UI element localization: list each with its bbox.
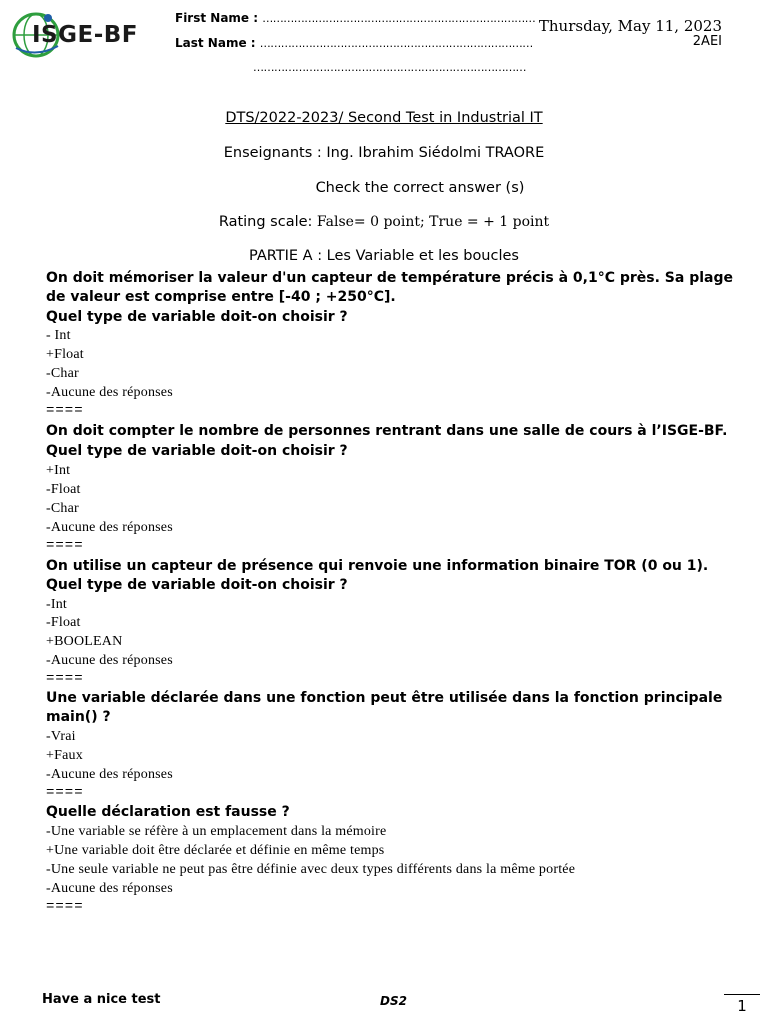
q1-option-3: -Char	[46, 366, 79, 381]
question-1-text: On doit mémoriser la valeur d'un capteur de température précis à 0,1°C près. Sa plage de valeur est comprise entre [-40 ; +250°C].	[46, 270, 733, 305]
q3-option-2: -Float	[46, 615, 81, 630]
question-4-text: Une variable déclarée dans une fonction peut être utilisée dans la fonction principale main() ?	[46, 690, 723, 725]
q5-separator: ====	[46, 899, 84, 915]
teachers-line: Enseignants : Ing. Ibrahim Siédolmi TRAORE	[223, 145, 545, 161]
last-name-label: Last Name :	[175, 36, 256, 50]
q3-option-4: -Aucune des réponses	[46, 653, 173, 668]
q3-option-3: +BOOLEAN	[46, 634, 123, 649]
q5-option-2: +Une variable doit être déclarée et définie en même temps	[46, 843, 385, 858]
question-3-text: On utilise un capteur de présence qui renvoie une information binaire TOR (0 ou 1).	[46, 558, 709, 574]
section-title: PARTIE A : Les Variable et les boucles	[249, 248, 519, 264]
q2-option-4: -Aucune des réponses	[46, 520, 173, 535]
question-5-text: Quelle déclaration est fausse ?	[46, 804, 290, 820]
last-name-dots: ……………………………………………………………………	[259, 37, 533, 50]
q1-option-2: +Float	[46, 347, 84, 362]
q3-option-1: -Int	[46, 597, 68, 612]
question-2-text: On doit compter le nombre de personnes rentrant dans une salle de cours à l’ISGE-BF.	[46, 423, 728, 439]
first-name-label: First Name :	[175, 11, 259, 25]
q5-option-4: -Aucune des réponses	[46, 881, 173, 896]
instruction-line: Check the correct answer (s)	[315, 180, 525, 196]
footer-test-code: DS2	[380, 994, 407, 1008]
q4-option-1: -Vrai	[46, 729, 76, 744]
question-2-prompt: Quel type de variable doit-on choisir ?	[46, 443, 348, 459]
q3-separator: ====	[46, 671, 84, 687]
page-number: 1	[724, 994, 760, 1015]
q1-option-4: -Aucune des réponses	[46, 385, 173, 400]
footer-message: Have a nice test	[42, 992, 161, 1007]
q2-option-3: -Char	[46, 501, 79, 516]
q4-separator: ====	[46, 785, 84, 801]
q1-option-1: - Int	[46, 328, 71, 343]
first-name-dots: ……………………………………………………………………	[262, 12, 536, 25]
q5-option-3: -Une seule variable ne peut pas être définie avec deux types différents dans la même portée	[46, 862, 576, 877]
isge-bf-logo	[12, 8, 157, 60]
rating-scale-label: Rating scale:	[218, 214, 313, 230]
q4-option-2: +Faux	[46, 748, 83, 763]
question-1-prompt: Quel type de variable doit-on choisir ?	[46, 309, 348, 325]
exam-date: Thursday, May 11, 2023	[538, 17, 722, 35]
q4-option-3: -Aucune des réponses	[46, 767, 173, 782]
exam-title: DTS/2022-2023/ Second Test in Industrial IT	[225, 110, 543, 126]
extra-name-dots: ……………………………………………………………………	[253, 61, 526, 74]
first-name-field	[175, 11, 535, 25]
class-code: 2AEI	[692, 34, 722, 49]
q2-separator: ====	[46, 538, 84, 554]
q2-option-1: +Int	[46, 463, 71, 478]
last-name-field	[175, 36, 533, 50]
q5-option-1: -Une variable se réfère à un emplacement dans la mémoire	[46, 824, 387, 839]
question-3-prompt: Quel type de variable doit-on choisir ?	[46, 577, 348, 593]
rating-scale	[0, 214, 768, 230]
rating-scale-value: False= 0 point; True = + 1 point	[312, 214, 550, 230]
q2-option-2: -Float	[46, 482, 81, 497]
logo-text: ISGE-BF	[32, 22, 139, 48]
q1-separator: ====	[46, 403, 84, 419]
